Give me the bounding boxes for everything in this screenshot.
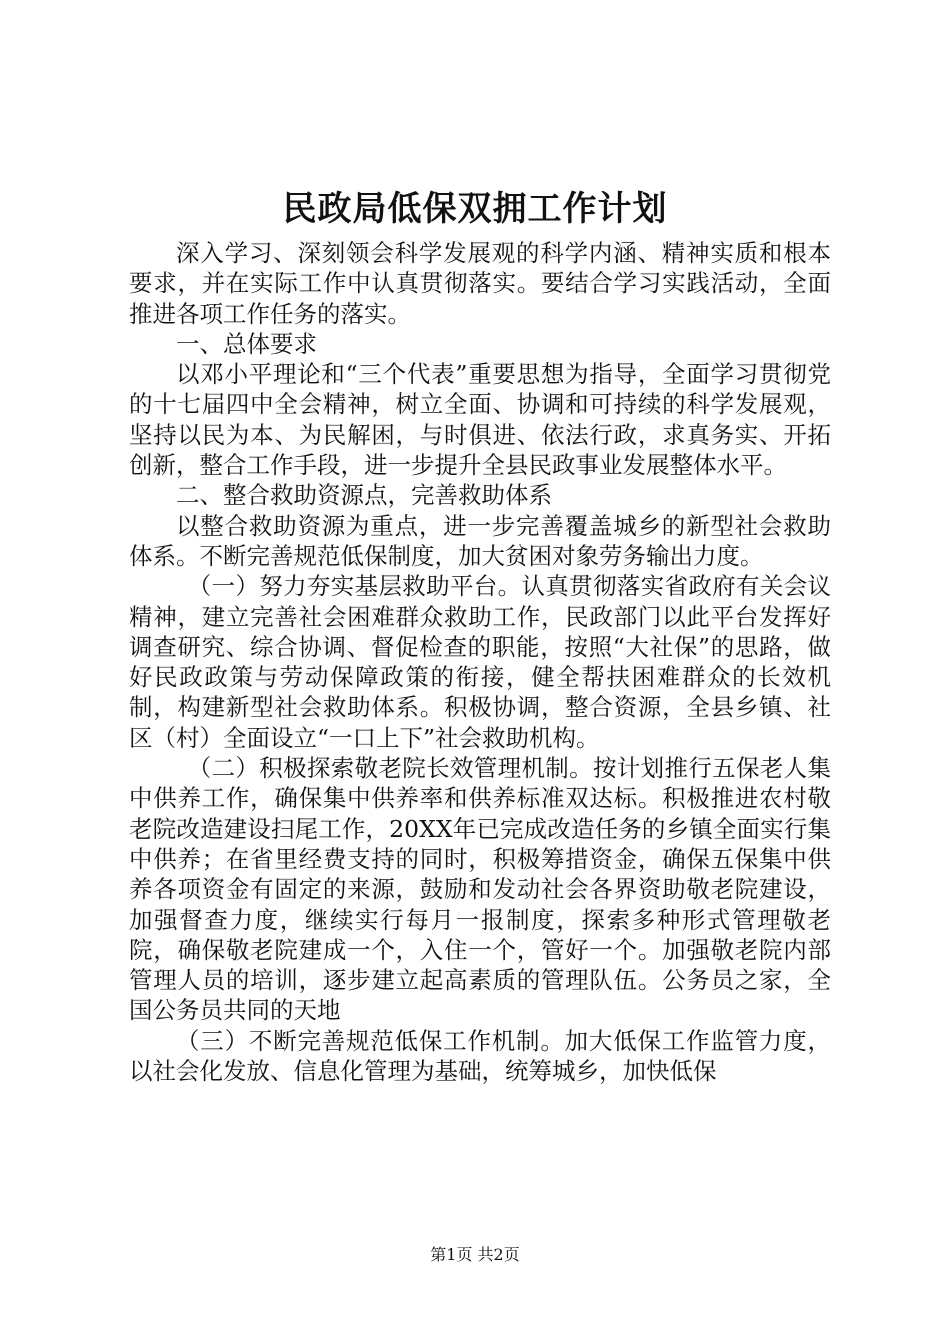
paragraph-integrate-resources: 以整合救助资源为重点，进一步完善覆盖城乡的新型社会救助体系。不断完善规范低保制度，加大贫困对象劳务输出力度。 [129,511,831,570]
paragraph-item-2: （二）积极探索敬老院长效管理机制。按计划推行五保老人集中供养工作，确保集中供养率和供养标准双达标。积极推进农村敬老院改造建设扫尾工作，20XX年已完成改造任务的乡镇全面实行集中供养；在省里经费支持的同时，积极筹措资金，确保五保集中供养各项资金有固定的来源，鼓励和发动社会各界资助敬老院建设，加强督查力度，继续实行每月一报制度，探索多种形式管理敬老院，确保敬老院建成一个，入住一个，管好一个。加强敬老院内部管理人员的培训，逐步建立起高素质的管理队伍。公务员之家，全国公务员共同的天地 [129,754,831,1025]
paragraph-intro: 深入学习、深刻领会科学发展观的科学内涵、精神实质和根本要求，并在实际工作中认真贯彻落实。要结合学习实践活动，全面推进各项工作任务的落实。 [129,239,831,328]
page-footer: 第1页 共2页 [430,1245,520,1264]
heading-integrate-resources: 二、整合救助资源点，完善救助体系 [176,481,552,510]
paragraph-guiding-thought: 以邓小平理论和“三个代表”重要思想为指导，全面学习贯彻党的十七届四中全会精神，树立全面、协调和可持续的科学发展观，坚持以民为本、为民解困，与时俱进、依法行政，求真务实、开拓创新，整合工作手段，进一步提升全县民政事业发展整体水平。 [129,360,831,480]
paragraph-item-3: （三）不断完善规范低保工作机制。加大低保工作监管力度，以社会化发放、信息化管理为基础，统筹城乡，加快低保 [129,1026,831,1086]
document-body [129,238,831,1086]
paragraph-item-1: （一）努力夯实基层救助平台。认真贯彻落实省政府有关会议精神，建立完善社会困难群众救助工作，民政部门以此平台发挥好调查研究、综合协调、督促检查的职能，按照“大社保”的思路，做好民政政策与劳动保障政策的衔接，健全帮扶困难群众的长效机制，构建新型社会救助体系。积极协调，整合资源，全县乡镇、社区（村）全面设立“一口上下”社会救助机构。 [129,572,831,752]
heading-general-requirements: 一、总体要求 [176,329,317,358]
document-title: 民政局低保双拥工作计划 [282,189,668,229]
